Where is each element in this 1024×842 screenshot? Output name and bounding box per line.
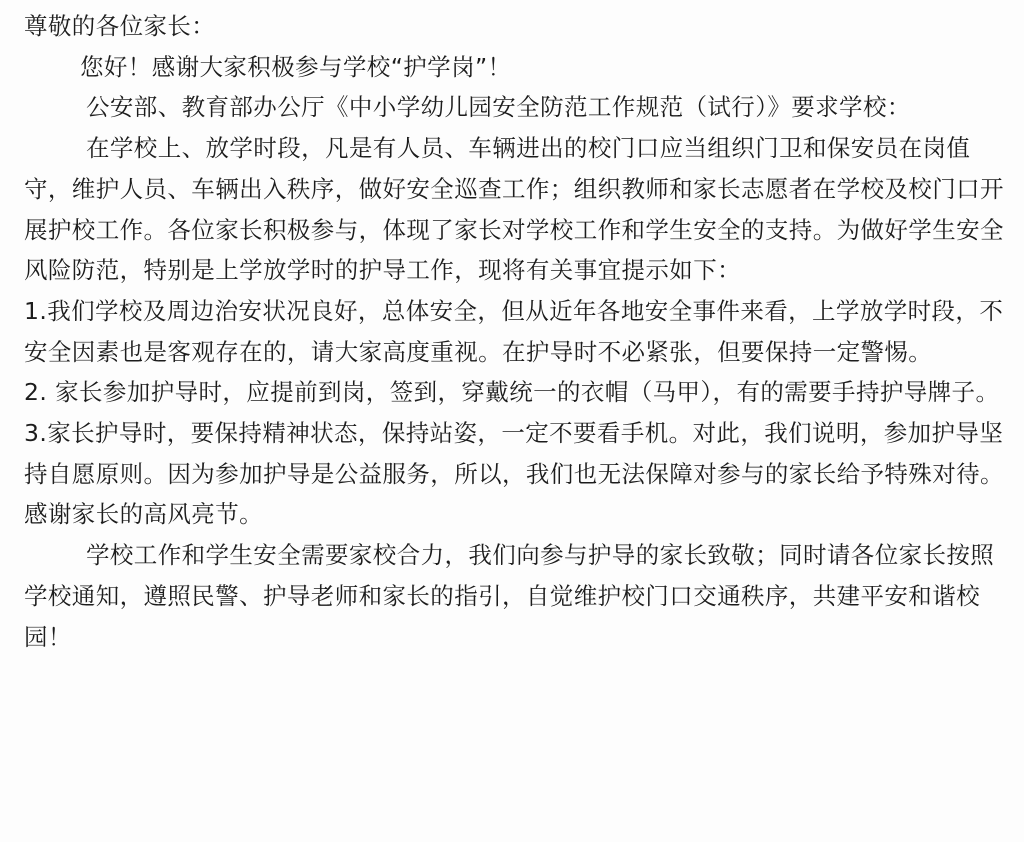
list-item: 2. 家长参加护导时，应提前到岗，签到，穿戴统一的衣帽（马甲），有的需要手持护导牌子。 [24, 378, 1000, 407]
list-item: 1.我们学校及周边治安状况良好，总体安全，但从近年各地安全事件来看，上学放学时段，不安全因素也是客观存在的，请大家高度重视。在护导时不必紧张，但要保持一定警惕。 [24, 296, 1004, 366]
greeting: 您好！感谢大家积极参与学校“护学岗”！ [80, 52, 512, 81]
salutation: 尊敬的各位家长： [24, 12, 216, 40]
list-item: 3.家长护导时，要保持精神状态，保持站姿，一定不要看手机。对此，我们说明，参加护导坚持自愿原则。因为参加护导是公益服务，所以，我们也无法保障对参与的家长给予特殊对待。感谢家长的高风亮节。 [24, 419, 1004, 529]
closing-paragraph: 学校工作和学生安全需要家校合力，我们向参与护导的家长致敬；同时请各位家长按照学校通知，遵照民警、护导老师和家长的指引，自觉维护校门口交通秩序，共建平安和谐校园！ [24, 541, 995, 651]
intro-paragraph: 公安部、教育部办公厅《中小学幼儿园安全防范工作规范（试行）》要求学校： [86, 93, 911, 122]
requirement-paragraph: 在学校上、放学时段，凡是有人员、车辆进出的校门口应当组织门卫和保安员在岗值守，维护人员、车辆出入秩序，做好安全巡查工作；组织教师和家长志愿者在学校及校门口开展护校工作。各位家长积极参与，体现了家长对学校工作和学生安全的支持。为做好学生安全风险防范，特别是上学放学时的护导工作，现将有关事宜提示如下： [24, 134, 1004, 285]
